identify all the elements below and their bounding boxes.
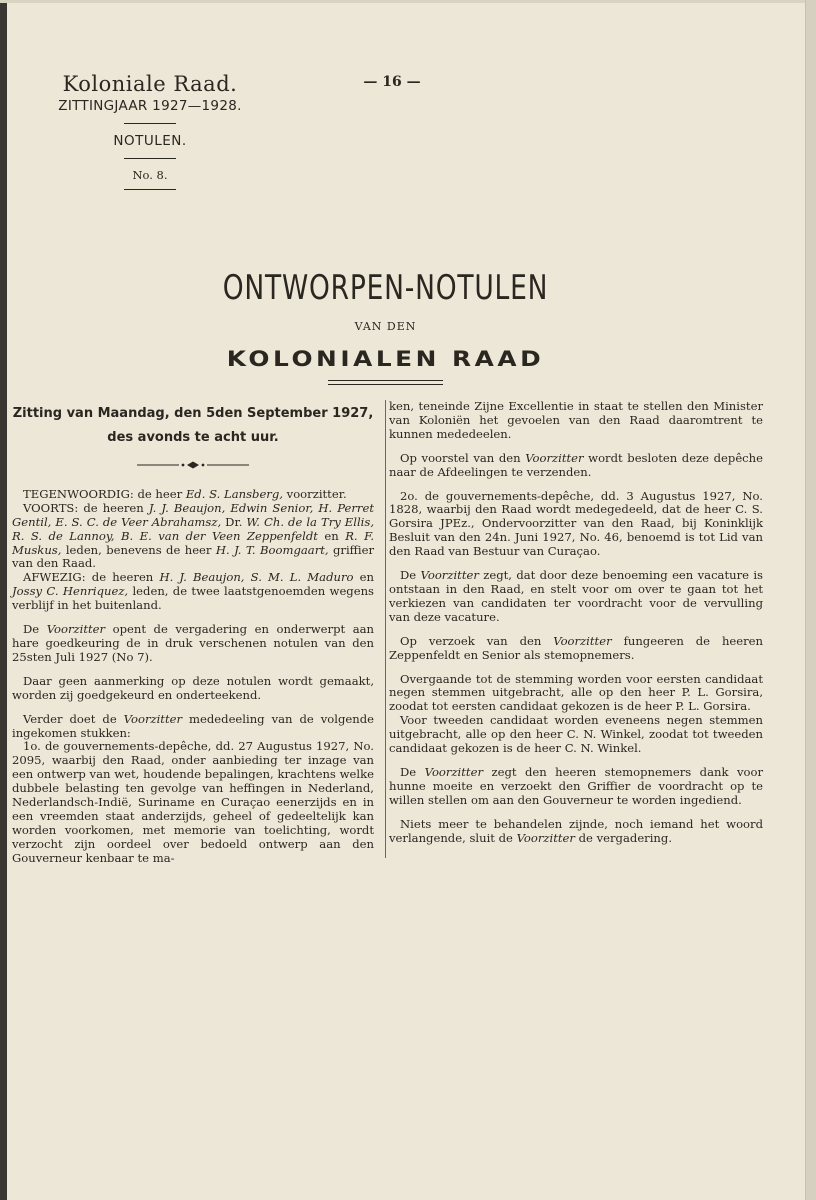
paragraph-continuation: ken, teneinde Zijne Excellentie in staat te stellen den Minister van Koloniën het gevoelen van den Raad daaromtrent te kunnen mededeelen.	[389, 399, 763, 441]
page-top-edge	[0, 0, 816, 3]
paragraph-opening: De Voorzitter opent de vergadering en onderwerpt aan hare goedkeuring de in druk verschenen notulen van den 25sten Juli 1927 (No 7).	[12, 622, 374, 664]
page-right-edge	[805, 0, 816, 1200]
main-title: ONTWORPEN-NOTULEN	[222, 268, 549, 308]
paragraph-vacancy: De Voorzitter zegt, dat door deze benoeming een vacature is ontstaan in den Raad, en stelt voor om over te gaan tot het verkiezen van candidaten ter voordracht voor de vervulling van deze vacature.	[389, 568, 764, 624]
left-column	[12, 400, 374, 866]
agenda-item-1: 1o. de gouvernements-depêche, dd. 27 Augustus 1927, No. 2095, waarbij den Raad, onder aanbieding ter inzage van een ontwerp van wet, houdende bepalingen, krachtens welke dubbele belasting ten gevolge van heffingen in Nederland, Nederlandsch-Indië, Suriname en Curaçao eenerzijds en in een vreemden staat anderzijds, geheel of gedeeltelijk kan worden voorkomen, met memorie van toelichting, wordt verzocht zijn oordeel over bedoeld ontwerp aan den Gouverneur kenbaar te ma-	[12, 739, 374, 865]
attendance-also: VOORTS: de heeren J. J. Beaujon, Edwin Senior, H. Perret Gentil, E. S. C. de Veer Abrahamsz, Dr. W. Ch. de la Try Ellis, R. S. de Lannoy, B. E. van der Veen Zeppenfeldt en R. F. Muskus, leden, benevens de heer H. J. T. Boomgaart, griffier van den Raad.	[12, 500, 375, 571]
sitting-heading	[12, 402, 374, 450]
paragraph-closing: Niets meer te behandelen zijnde, noch iemand het woord verlangende, sluit de Voorzitter de vergadering.	[389, 816, 763, 845]
paragraph-referral: Op voorstel van den Voorzitter wordt besloten deze depêche naar de Afdeelingen te verzenden.	[389, 450, 763, 479]
header-rule	[124, 189, 176, 190]
minutes-label: NOTULEN.	[113, 133, 187, 149]
document-header	[20, 72, 280, 199]
paragraph-announcement: Verder doet de Voorzitter mededeeling van de volgende ingekomen stukken:	[12, 711, 375, 740]
ornament-divider	[12, 460, 374, 474]
session-year: ZITTINGJAAR 1927—1928.	[58, 98, 242, 114]
attendance-present: TEGENWOORDIG: de heer Ed. S. Lansberg, voorzitter.	[23, 486, 347, 501]
sitting-heading-line1: Zitting van Maandag, den 5den September 1927,	[12, 406, 374, 421]
paragraph-vote-second: Voor tweeden candidaat worden eveneens negen stemmen uitgebracht, alle op den heer C. N. Winkel, zoodat tot tweeden candidaat gekozen is de heer C. N. Winkel.	[389, 713, 763, 756]
page-number: — 16 —	[363, 74, 421, 90]
attendance-absent: AFWEZIG: de heeren H. J. Beaujon, S. M. L. Maduro en Jossy C. Henriquez, leden, de twee laatstgenoemden wegens verblijf in het buitenland.	[12, 570, 375, 613]
page-left-edge	[0, 0, 7, 1200]
paragraph-thanks: De Voorzitter zegt den heeren stemopnemers dank voor hunne moeite en verzoekt den Griffier de voordracht op te willen stellen om aan den Gouverneur te worden ingediend.	[389, 764, 764, 807]
paragraph-vote-first: Overgaande tot de stemming worden voor eersten candidaat negen stemmen uitgebracht, alle op den heer P. L. Gorsira, zoodat tot eersten candidaat gekozen is de heer P. L. Gorsira.	[389, 671, 763, 714]
paragraph-tellers: Op verzoek van den Voorzitter fungeeren de heeren Zeppenfeldt en Senior als stemopnemers.	[389, 633, 764, 662]
council-heading: KOLONIALEN RAAD	[226, 347, 545, 371]
ornament-icon	[137, 460, 249, 470]
attendance-block	[12, 488, 374, 613]
agenda-item-2: 2o. de gouvernements-depêche, dd. 3 Augustus 1927, No. 1828, waarbij den Raad wordt medegedeeld, dat de heer C. S. Gorsira JPEz., Ondervoorzitter van den Raad, bij Koninklijk Besluit van den 24n. Juni 1927, No. 46, benoemd is tot Lid van den Raad van Bestuur van Curaçao.	[389, 488, 763, 559]
minutes-number: No. 8.	[132, 168, 168, 182]
title-van-den: VAN DEN	[354, 320, 417, 333]
paragraph-approval: Daar geen aanmerking op deze notulen wordt gemaakt, worden zij goedgekeurd en onderteekend.	[12, 673, 374, 702]
header-rule	[124, 123, 176, 124]
title-double-rule	[328, 380, 443, 385]
sitting-heading-line2: des avonds te acht uur.	[107, 430, 279, 445]
right-column	[389, 400, 763, 855]
council-name: Koloniale Raad.	[62, 72, 238, 96]
header-rule	[124, 158, 176, 159]
column-divider	[385, 400, 386, 858]
